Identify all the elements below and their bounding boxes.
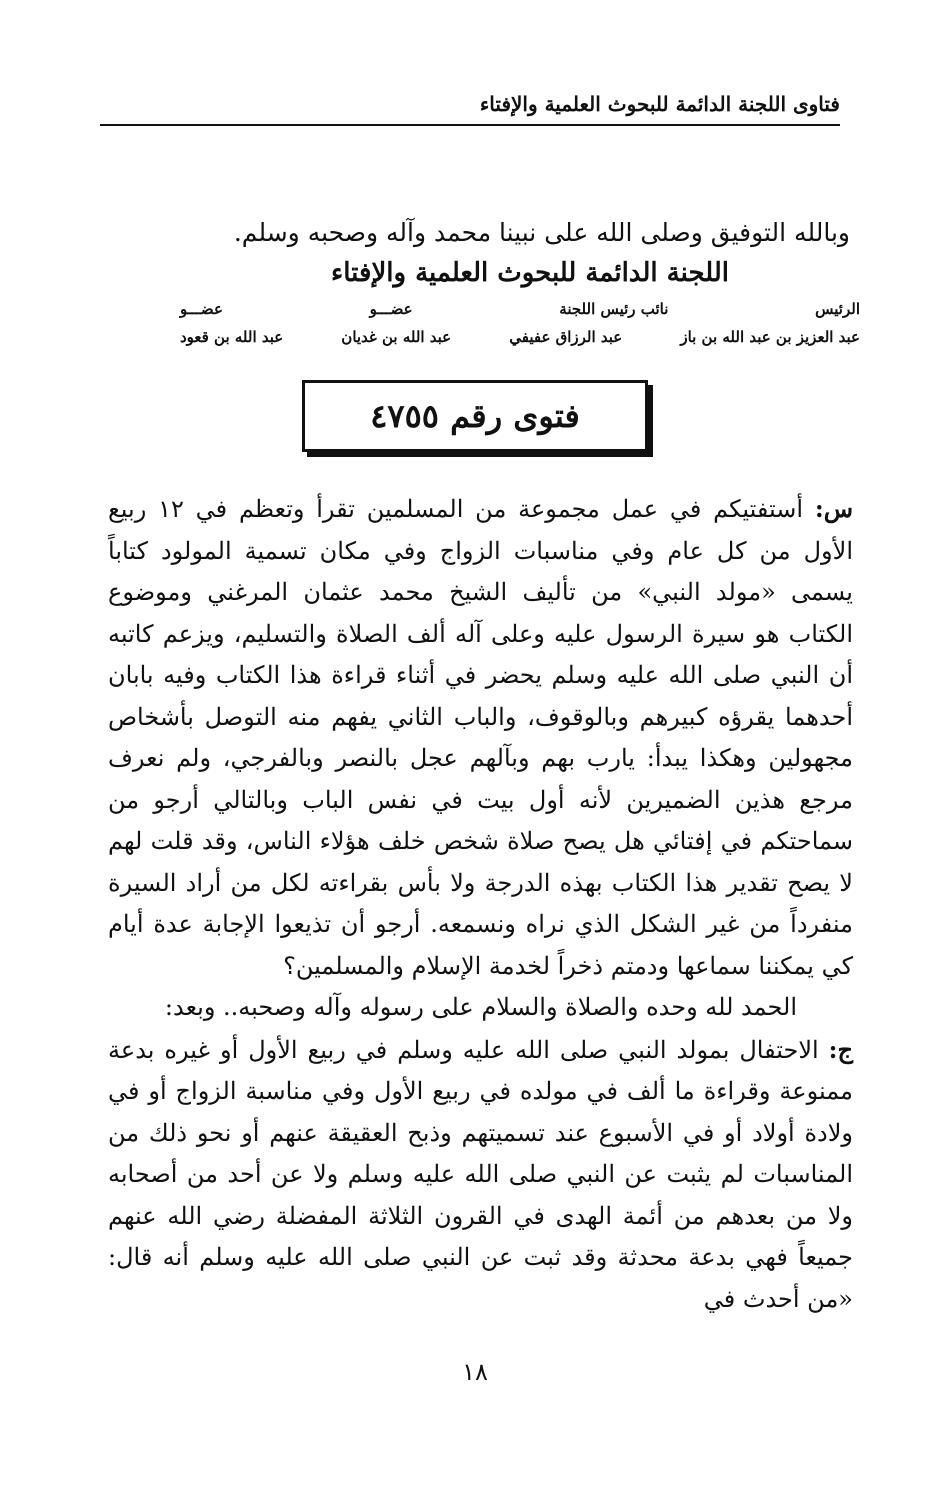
signatory-name: عبد الرزاق عفيفي: [509, 328, 623, 346]
signatory-title: عضـــو: [369, 300, 413, 318]
header-rule: [100, 124, 840, 126]
answer-lead: ج:: [828, 1034, 853, 1064]
signatory-names: [180, 328, 860, 346]
fatwa-heading: فتوى رقم ٤٧٥٥: [370, 397, 580, 435]
committee-name: اللجنة الدائمة للبحوث العلمية والإفتاء: [331, 258, 729, 288]
question-lead: س:: [814, 494, 854, 523]
fatwa-heading-box: [302, 380, 648, 452]
signatory-title: عضـــو: [180, 300, 223, 318]
praise-text: الحمد لله وحده والصلاة والسلام على رسوله وآله وصحبه.. وبعد:: [164, 993, 797, 1021]
praise-paragraph: [108, 987, 853, 1029]
page-number: ١٨: [462, 1358, 488, 1386]
signatory-name: عبد الله بن غديان: [341, 328, 452, 346]
question-text: أستفتيكم في عمل مجموعة من المسلمين تقرأ وتعظم في ١٢ ربيع الأول من كل عام وفي مناسبات الزواج وفي مكان تسمية المولود كتاباً يسمى «مولد النبي» من تأليف الشيخ محمد عثمان المرغني وموضوع الكتاب هو سيرة الرسول عليه وعلى آله ألف الصلاة والتسليم، ويزعم كاتبه أن النبي صلى الله عليه وسلم يحضر في أثناء قراءة هذا الكتاب وفيه بابان أحدهما يقرؤه كبيرهم وبالوقوف، والباب الثاني يفهم منه التوصل بأشخاص مجهولين وهكذا يبدأ: يارب بهم وبآلهم عجل بالنصر وبالفرجي، ولم نعرف مرجع هذين الضميرين لأنه أول بيت في نفس الباب وبالتالي أرجو من سماحتكم في إفتائي هل يصح صلاة شخص خلف هؤلاء الناس، وقد قلت لهم لا يصح تقدير هذا الكتاب بهذه الدرجة ولا بأس بقراءته لكل من أراد السيرة منفرداً من غير الشكل الذي نراه ونسمعه. أرجو أن تذيعوا الإجابة عدة أيام كي يمكننا سماعها ودمتم ذخراً لخدمة الإسلام والمسلمين؟: [108, 495, 853, 980]
answer-paragraph: [108, 1029, 853, 1321]
closing-prayer: وبالله التوفيق وصلى الله على نبينا محمد وآله وصحبه وسلم.: [233, 218, 850, 247]
signatory-title: نائب رئيس اللجنة: [559, 300, 669, 318]
answer-text: الاحتفال بمولد النبي صلى الله عليه وسلم في ربيع الأول أو غيره بدعة ممنوعة وقراءة ما ألف في مولده في ربيع الأول وفي مناسبة الزواج أو في ولادة أولاد أو في الأسبوع عند تسميتهم وذبح العقيقة عنهم أو نحو ذلك من المناسبات لم يثبت عن النبي صلى الله عليه وسلم ولا عن أحد من أصحابه ولا من بعدهم من أئمة الهدى في القرون الثلاثة المفضلة رضي الله عنهم جميعاً فهي بدعة محدثة وقد ثبت عن النبي صلى الله عليه وسلم أنه قال: «من أحدث في: [108, 1035, 853, 1313]
signatory-name: عبد العزيز بن عبد الله بن باز: [680, 328, 860, 346]
signatory-name: عبد الله بن قعود: [180, 328, 284, 346]
fatwa-body: [108, 488, 853, 1320]
running-header: فتاوى اللجنة الدائمة للبحوث العلمية والإفتاء: [479, 92, 840, 116]
question-paragraph: [108, 488, 853, 987]
signatory-titles: [180, 300, 860, 318]
signatory-title: الرئيس: [815, 300, 860, 318]
